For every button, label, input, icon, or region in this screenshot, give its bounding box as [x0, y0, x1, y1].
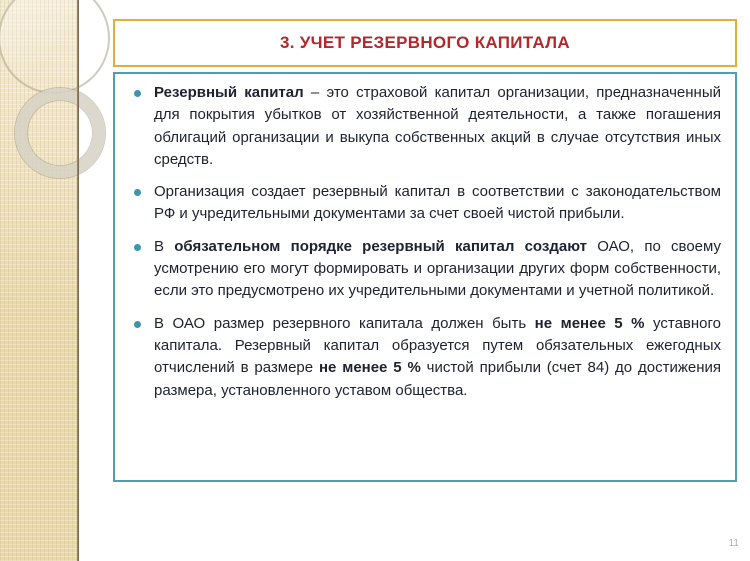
bullet-dot-icon	[134, 189, 141, 196]
bullet-text: Резервный капитал – это страховой капитал организации, предназначенный для покрытия убытков от хозяйственной деятельности, а также погашения облигаций организации и выкупа собственных акций в случае отсутствия иных средств.	[154, 84, 721, 168]
bullet-list	[115, 82, 721, 402]
page-number: 11	[728, 538, 739, 549]
bullet-text: Организация создает резервный капитал в соответствии с законодательством РФ и учредительными документами за счет своей чистой прибыли.	[154, 183, 721, 223]
list-item	[115, 181, 721, 226]
list-item	[115, 236, 721, 303]
slide-title: 3. УЧЕТ РЕЗЕРВНОГО КАПИТАЛА	[280, 33, 570, 52]
decorative-circle-icon	[0, 0, 110, 94]
bullet-text: В обязательном порядке резервный капитал создают ОАО, по своему усмотрению его могут формировать и организации других форм собственности, если это предусмотрено их учредительными документами и учетной политикой.	[154, 237, 721, 300]
bullet-dot-icon	[134, 244, 141, 251]
sidebar-edge-line	[77, 0, 79, 561]
slide-title-box	[113, 19, 737, 67]
list-item	[115, 82, 721, 171]
list-item	[115, 313, 721, 402]
decorative-ring-icon	[15, 88, 105, 178]
bullet-dot-icon	[134, 321, 141, 328]
bullet-text: В ОАО размер резервного капитала должен быть не менее 5 % уставного капитала. Резервный капитал образуется путем обязательных ежегодных отчислений в размере не менее 5 % чистой прибыли (счет 84) до достижения размера, установленного уставом общества.	[154, 314, 721, 399]
bullet-dot-icon	[134, 90, 141, 97]
content-box	[113, 72, 737, 482]
